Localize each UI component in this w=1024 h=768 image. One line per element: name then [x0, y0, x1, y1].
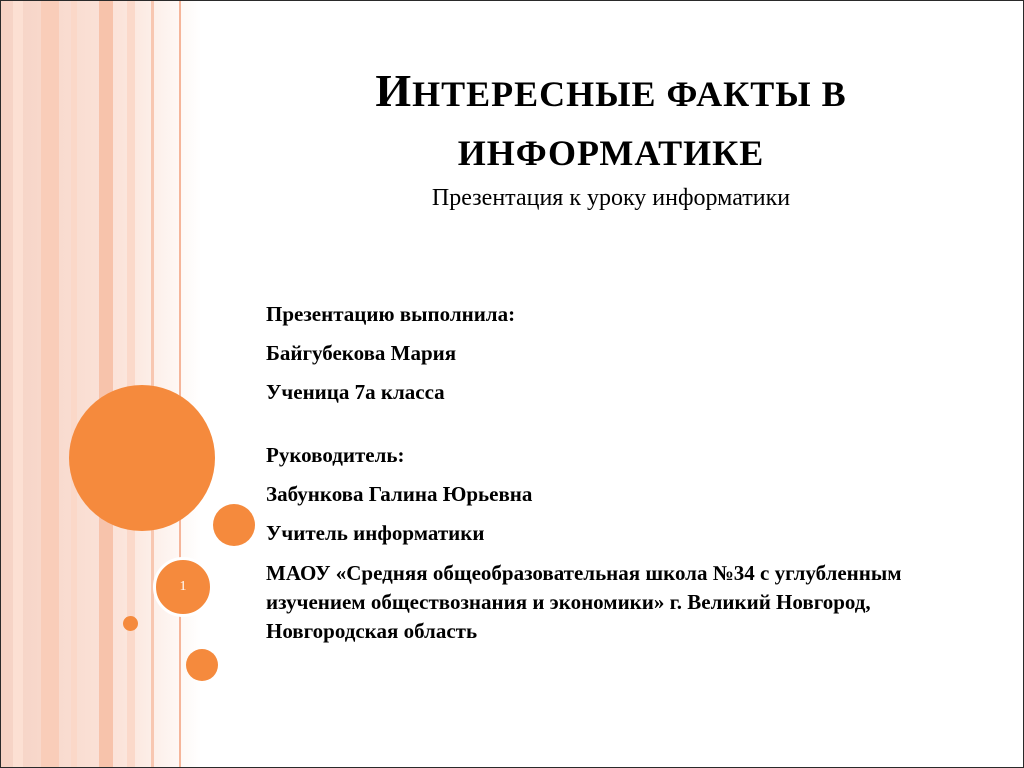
slide-title	[281, 63, 941, 181]
school-name: МАОУ «Средняя общеобразовательная школа №34 с углубленным изучением обществознания и экономики» г. Великий Новгород, Новгородская область	[266, 561, 902, 643]
title-line-1: НТЕРЕСНЫЕ ФАКТЫ В	[412, 74, 847, 114]
decorative-circle-medium	[213, 504, 255, 546]
slide-number: 1	[179, 579, 187, 594]
decorative-circle-tiny	[123, 616, 138, 631]
supervisor-name: Забункова Галина Юрьевна	[266, 482, 533, 506]
author-name: Байгубекова Мария	[266, 341, 457, 365]
title-initial: И	[375, 65, 413, 116]
supervisor-role: Учитель информатики	[266, 521, 485, 545]
decorative-circle-large	[69, 385, 215, 531]
decorative-stripes	[1, 1, 201, 767]
decorative-circle-small	[186, 649, 218, 681]
slide-body	[266, 301, 966, 658]
title-line-2: ИНФОРМАТИКЕ	[457, 133, 765, 173]
slide-subtitle: Презентация к уроку информатики	[431, 185, 791, 211]
author-heading: Презентацию выполнила:	[266, 302, 516, 326]
author-class: Ученица 7а класса	[266, 380, 445, 404]
supervisor-heading: Руководитель:	[266, 443, 405, 467]
